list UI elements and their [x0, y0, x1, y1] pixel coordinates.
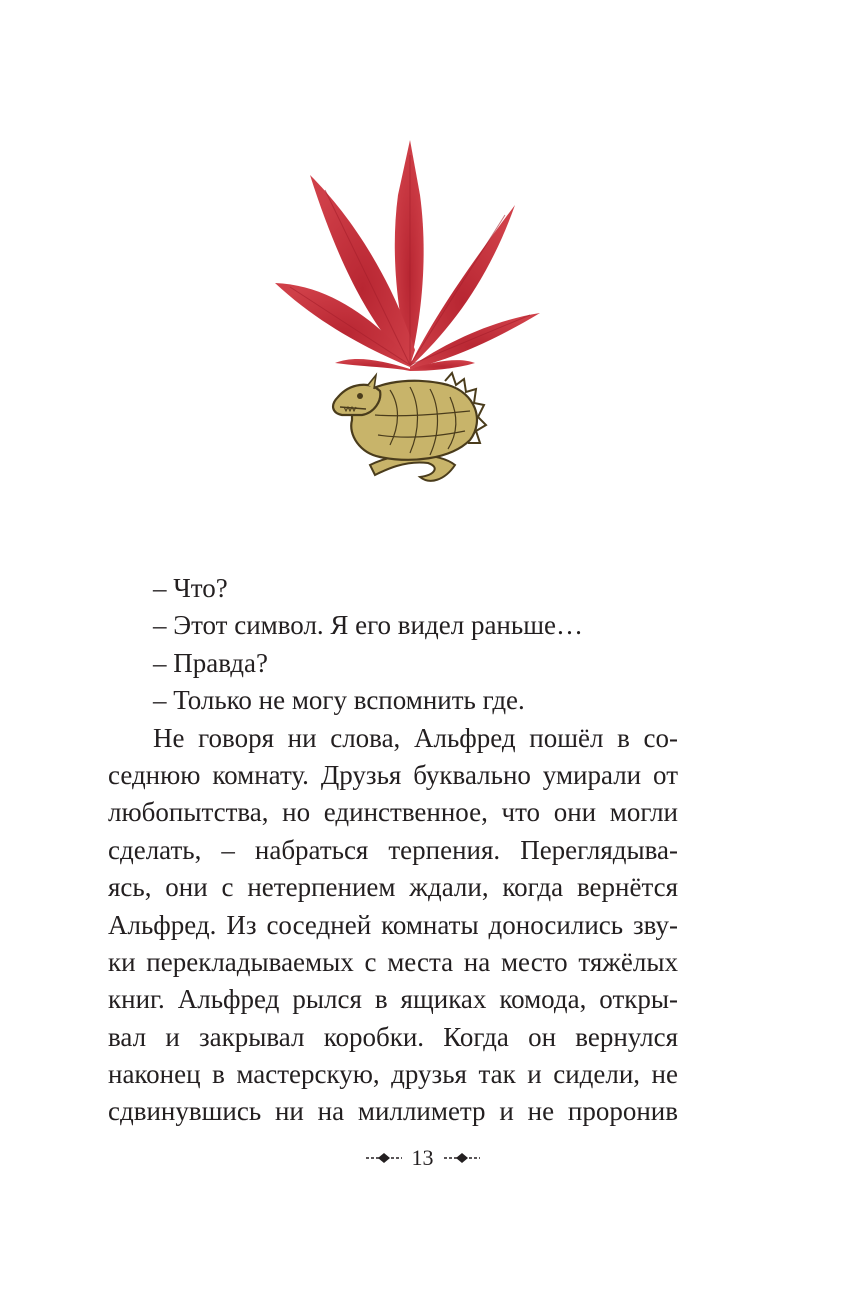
paragraph-line: наконец в мастерскую, друзья так и сидели, не: [108, 1059, 678, 1090]
maple-leaf-icon: [275, 140, 540, 371]
paragraph-line: книг. Альфред рылся в ящиках комода, откры-: [108, 984, 678, 1015]
paragraph-line: седнюю комнату. Друзья буквально умирали от: [108, 759, 678, 790]
paragraph-line: сдвинувшись ни на миллиметр и не проронив: [108, 1096, 678, 1127]
dialogue-line: – Этот символ. Я его видел раньше…: [153, 610, 583, 641]
paragraph-line: вал и закрывал коробки. Когда он вернулся: [108, 1021, 678, 1052]
left-ornament-icon: [366, 1152, 402, 1164]
paragraph-line: Не говоря ни слова, Альфред пошёл в со-: [153, 722, 678, 753]
right-ornament-icon: [444, 1152, 480, 1164]
dialogue-line: – Только не могу вспомнить где.: [153, 685, 525, 716]
dialogue-line: – Что?: [153, 573, 228, 603]
chapter-illustration: [270, 135, 550, 495]
dragon-icon: [333, 373, 486, 481]
paragraph-line: любопытства, но единственное, что они могли: [108, 797, 678, 828]
dialogue-line: – Правда?: [153, 647, 269, 678]
paragraph-line: ясь, они с нетерпением ждали, когда вернётся: [108, 872, 678, 903]
paragraph-line: сделать, – набраться терпения. Переглядыва-: [108, 834, 678, 865]
illustration-svg: [270, 135, 550, 495]
paragraph-line: Альфред. Из соседней комнаты доносились зву-: [108, 909, 678, 940]
paragraph-line: ки перекладываемых с места на место тяжёлых: [108, 946, 678, 977]
page-number: 13: [411, 1145, 434, 1170]
page-text: [108, 570, 678, 1131]
page-number-footer: [0, 1145, 845, 1171]
